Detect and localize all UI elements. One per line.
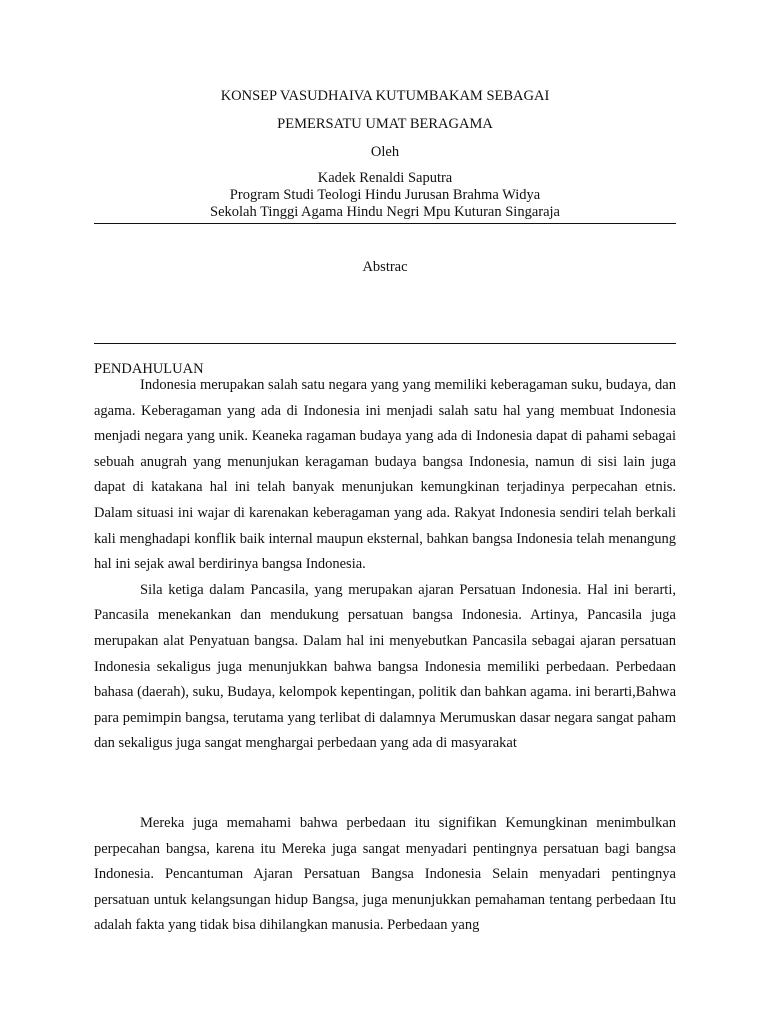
paragraph-3: Mereka juga memahami bahwa perbedaan itu signifikan Kemungkinan menimbulkan perpecahan bangsa, karena itu Mereka juga sangat menyadari pentingnya persatuan bagi bangsa Indonesia. Pencantuman Ajaran Persatuan Bangsa Indonesia Selain menyadari pentingnya persatuan untuk kelangsungan hidup Bangsa, juga menunjukkan pemahaman tentang perbedaan Itu adalah fakta yang tidak bisa dihilangkan manusia. Perbedaan yang (94, 815, 676, 934)
abstract-label: Abstrac (362, 259, 408, 275)
author-name: Kadek Renaldi Saputra (317, 170, 453, 186)
header-divider (94, 223, 676, 224)
abstract-divider (94, 343, 676, 344)
paragraph-1: Indonesia merupakan salah satu negara yang yang memiliki keberagaman suku, budaya, dan agama. Keberagaman yang ada di Indonesia ini menjadi salah satu hal yang membuat Indonesia menjadi negara yang unik. Keaneka ragaman budaya yang ada di Indonesia dapat di pahami sebagai sebuah anugrah yang menunjukan keragaman budaya bangsa Indonesia, namun di sisi lain juga dapat di katakana hal ini telah banyak menunjukan kemungkinan terjadinya perpecahan etnis. Dalam situasi ini wajar di karenakan keberagaman yang ada. Rakyat Indonesia sendiri telah berkali kali menghadapi konflik baik internal maupun eksternal, bahkan bangsa Indonesia telah menangung hal ini sejak awal berdirinya bangsa Indonesia. (94, 377, 676, 573)
paragraph-2: Sila ketiga dalam Pancasila, yang merupakan ajaran Persatuan Indonesia. Hal ini berarti, Pancasila menekankan dan mendukung persatuan bangsa Indonesia. Artinya, Pancasila juga merupakan alat Penyatuan bangsa. Dalam hal ini menyebutkan Pancasila sebagai ajaran persatuan Indonesia sekaligus juga menunjukkan bahwa bangsa Indonesia memiliki perbedaan. Perbedaan bahasa (daerah), suku, Budaya, kelompok kepentingan, politik dan bahkan agama. ini berarti,Bahwa para pemimpin bangsa, terutama yang terlibat di dalamnya Merumuskan dasar negara sangat paham dan sekaligus juga sangat menghargai perbedaan yang ada di masyarakat (94, 581, 676, 752)
by-label: Oleh (370, 144, 400, 160)
institution-name: Sekolah Tinggi Agama Hindu Negri Mpu Kuturan Singaraja (210, 204, 560, 220)
title-line-1: KONSEP VASUDHAIVA KUTUMBAKAM SEBAGAI (220, 88, 550, 104)
title-line-2: PEMERSATU UMAT BERAGAMA (277, 116, 493, 132)
section-heading: PENDAHULUAN (94, 361, 204, 377)
continuation-body (94, 811, 676, 939)
intro-body (94, 373, 676, 757)
study-program: Program Studi Teologi Hindu Jurusan Brahma Widya (229, 187, 541, 203)
